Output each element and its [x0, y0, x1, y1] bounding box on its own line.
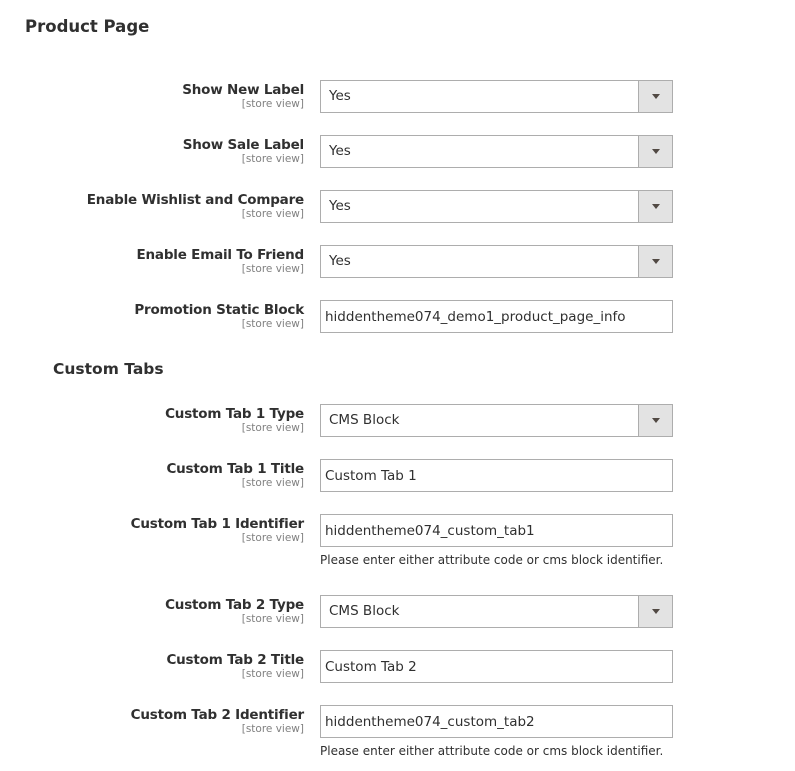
field-label-group	[166, 650, 304, 680]
field-label-group	[165, 404, 304, 434]
field-label-group	[87, 190, 304, 220]
field-note: Please enter either attribute code or cms block identifier.	[320, 553, 664, 567]
scope-label: [store view]	[241, 613, 304, 625]
field-label-group	[136, 245, 304, 275]
field-row-custom-tab-1-identifier	[0, 514, 795, 574]
chevron-down-icon	[652, 94, 660, 99]
scope-label: [store view]	[241, 422, 304, 434]
select-value: Yes	[329, 253, 351, 269]
scope-label: [store view]	[241, 668, 304, 680]
field-row-custom-tab-2-type	[0, 595, 795, 629]
field-label-group	[166, 459, 304, 489]
chevron-down-icon	[652, 259, 660, 264]
field-label: Custom Tab 1 Title	[166, 461, 304, 477]
scope-label: [store view]	[241, 318, 304, 330]
show-new-label-select[interactable]	[320, 80, 673, 113]
scope-label: [store view]	[241, 477, 304, 489]
field-row-show-sale-label	[0, 135, 795, 169]
field-label-group	[131, 514, 304, 544]
scope-label: [store view]	[241, 98, 304, 110]
field-label: Custom Tab 2 Title	[166, 652, 304, 668]
scope-label: [store view]	[241, 263, 304, 275]
custom-tab-2-identifier-input[interactable]	[320, 705, 673, 738]
dropdown-button[interactable]	[638, 81, 672, 112]
field-row-custom-tab-1-title	[0, 459, 795, 493]
field-row-custom-tab-2-identifier	[0, 705, 795, 765]
field-label-group	[131, 705, 304, 735]
chevron-down-icon	[652, 149, 660, 154]
select-value: CMS Block	[329, 603, 400, 619]
section-title-product-page: Product Page	[25, 17, 150, 36]
field-label-group	[165, 595, 304, 625]
select-value: Yes	[329, 88, 351, 104]
field-label: Promotion Static Block	[134, 302, 304, 318]
dropdown-button[interactable]	[638, 596, 672, 627]
field-row-custom-tab-2-title	[0, 650, 795, 684]
enable-wishlist-compare-select[interactable]	[320, 190, 673, 223]
field-label: Enable Email To Friend	[136, 247, 304, 263]
promotion-static-block-input[interactable]	[320, 300, 673, 333]
field-label: Show New Label	[182, 82, 304, 98]
show-sale-label-select[interactable]	[320, 135, 673, 168]
field-label: Show Sale Label	[182, 137, 304, 153]
enable-email-to-friend-select[interactable]	[320, 245, 673, 278]
field-row-show-new-label	[0, 80, 795, 114]
field-label: Custom Tab 2 Type	[165, 597, 304, 613]
field-row-enable-wishlist-compare	[0, 190, 795, 224]
field-note: Please enter either attribute code or cms block identifier.	[320, 744, 664, 758]
field-row-custom-tab-1-type	[0, 404, 795, 438]
custom-tab-2-type-select[interactable]	[320, 595, 673, 628]
field-label: Custom Tab 1 Type	[165, 406, 304, 422]
chevron-down-icon	[652, 204, 660, 209]
field-row-enable-email-to-friend	[0, 245, 795, 279]
field-label-group	[182, 80, 304, 110]
scope-label: [store view]	[241, 723, 304, 735]
select-value: Yes	[329, 198, 351, 214]
dropdown-button[interactable]	[638, 405, 672, 436]
dropdown-button[interactable]	[638, 191, 672, 222]
field-label-group	[134, 300, 304, 330]
scope-label: [store view]	[241, 153, 304, 165]
custom-tab-1-title-input[interactable]	[320, 459, 673, 492]
scope-label: [store view]	[241, 208, 304, 220]
field-label: Custom Tab 2 Identifier	[130, 707, 304, 723]
chevron-down-icon	[652, 418, 660, 423]
field-row-promotion-static-block	[0, 300, 795, 334]
dropdown-button[interactable]	[638, 136, 672, 167]
custom-tab-1-identifier-input[interactable]	[320, 514, 673, 547]
scope-label: [store view]	[241, 532, 304, 544]
dropdown-button[interactable]	[638, 246, 672, 277]
custom-tab-2-title-input[interactable]	[320, 650, 673, 683]
field-label: Enable Wishlist and Compare	[86, 192, 304, 208]
field-label-group	[183, 135, 304, 165]
section-title-custom-tabs: Custom Tabs	[53, 360, 164, 378]
chevron-down-icon	[652, 609, 660, 614]
select-value: Yes	[329, 143, 351, 159]
custom-tab-1-type-select[interactable]	[320, 404, 673, 437]
field-label: Custom Tab 1 Identifier	[130, 516, 304, 532]
select-value: CMS Block	[329, 412, 400, 428]
